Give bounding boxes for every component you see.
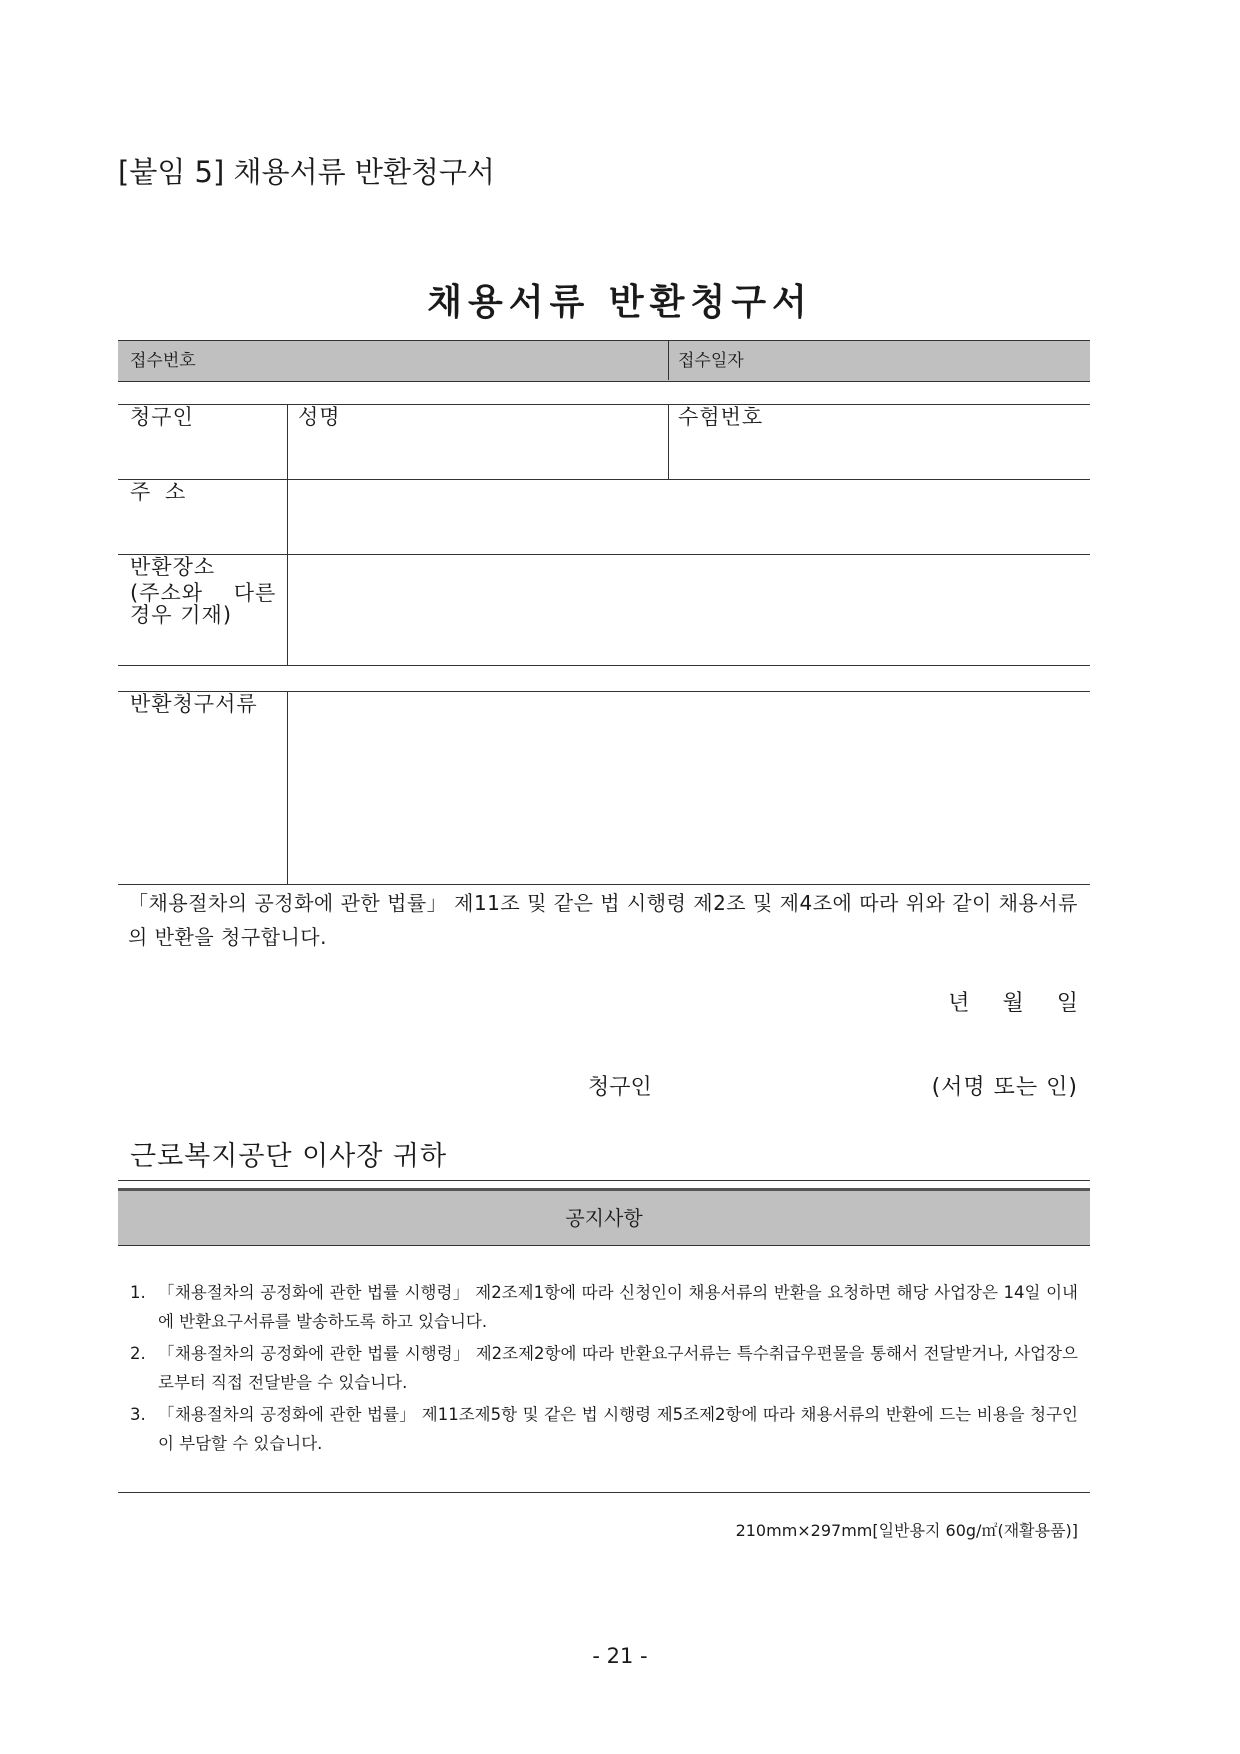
notice-item-number: 3. (130, 1405, 146, 1424)
return-place-field[interactable] (288, 555, 1090, 665)
notice-item (130, 1339, 1078, 1397)
return-place-note-line-2: 경우 기재) (130, 603, 233, 627)
notice-item (130, 1278, 1078, 1336)
address-field[interactable] (288, 480, 1090, 554)
date-line: 년 월 일 (948, 991, 1078, 1016)
receipt-box (118, 340, 1090, 382)
notice-item-text: 「채용절차의 공정화에 관한 법률 시행령」 제2조제2항에 따라 반환요구서류는 특수취급우편물을 통해서 전달받거나, 사업장으로부터 직접 전달받을 수 있습니다. (158, 1344, 1078, 1392)
declaration-text: 「채용절차의 공정화에 관한 법률」 제11조 및 같은 법 시행령 제2조 및 제4조에 따라 위와 같이 채용서류의 반환을 청구합니다. (128, 891, 1078, 949)
receipt-divider (668, 340, 669, 380)
return-place-note-line-1: (주소와 다른 (130, 581, 277, 605)
notice-bottom-line (118, 1492, 1090, 1493)
exam-number-field-label: 수험번호 (678, 405, 764, 429)
notice-item-text: 「채용절차의 공정화에 관한 법률」 제11조제5항 및 같은 법 시행령 제5조제2항에 따라 채용서류의 반환에 드는 비용을 청구인이 부담할 수 있습니다. (158, 1405, 1078, 1453)
signer-label: 청구인 (588, 1075, 652, 1100)
applicant-table-bottom (118, 665, 1090, 666)
notice-item-text: 「채용절차의 공정화에 관한 법률 시행령」 제2조제1항에 따라 신청인이 채용서류의 반환을 요청하면 해당 사업장은 14일 이내에 반환요구서류를 발송하도록 하고 있습니다. (158, 1283, 1078, 1331)
attachment-title: [붙임 5] 채용서류 반환청구서 (118, 155, 495, 189)
notice-item (130, 1400, 1078, 1458)
receipt-date-label: 접수일자 (678, 351, 744, 371)
exam-number-field[interactable] (669, 405, 1090, 479)
notice-title: 공지사항 (565, 1206, 643, 1230)
page-number: - 21 - (592, 1644, 648, 1668)
documents-table-bottom (118, 884, 1090, 885)
documents-label: 반환청구서류 (130, 692, 258, 716)
form-title: 채용서류 반환청구서 (427, 282, 813, 323)
recipient-line: 근로복지공단 이사장 귀하 (130, 1141, 448, 1172)
name-field[interactable] (288, 405, 668, 479)
applicant-label: 청구인 (130, 405, 194, 429)
sign-note: (서명 또는 인) (931, 1075, 1078, 1100)
notice-item-number: 1. (130, 1283, 146, 1302)
notice-top-thin-line (118, 1180, 1090, 1181)
address-label: 주 소 (130, 480, 187, 504)
return-place-label: 반환장소 (130, 555, 216, 579)
signature-field[interactable] (668, 1064, 908, 1100)
paper-spec: 210mm×297mm[일반용지 60g/㎡(재활용품)] (735, 1521, 1078, 1540)
name-field-label: 성명 (298, 405, 341, 429)
notice-item-number: 2. (130, 1344, 146, 1363)
receipt-number-label: 접수번호 (130, 351, 196, 371)
documents-field[interactable] (288, 692, 1090, 884)
